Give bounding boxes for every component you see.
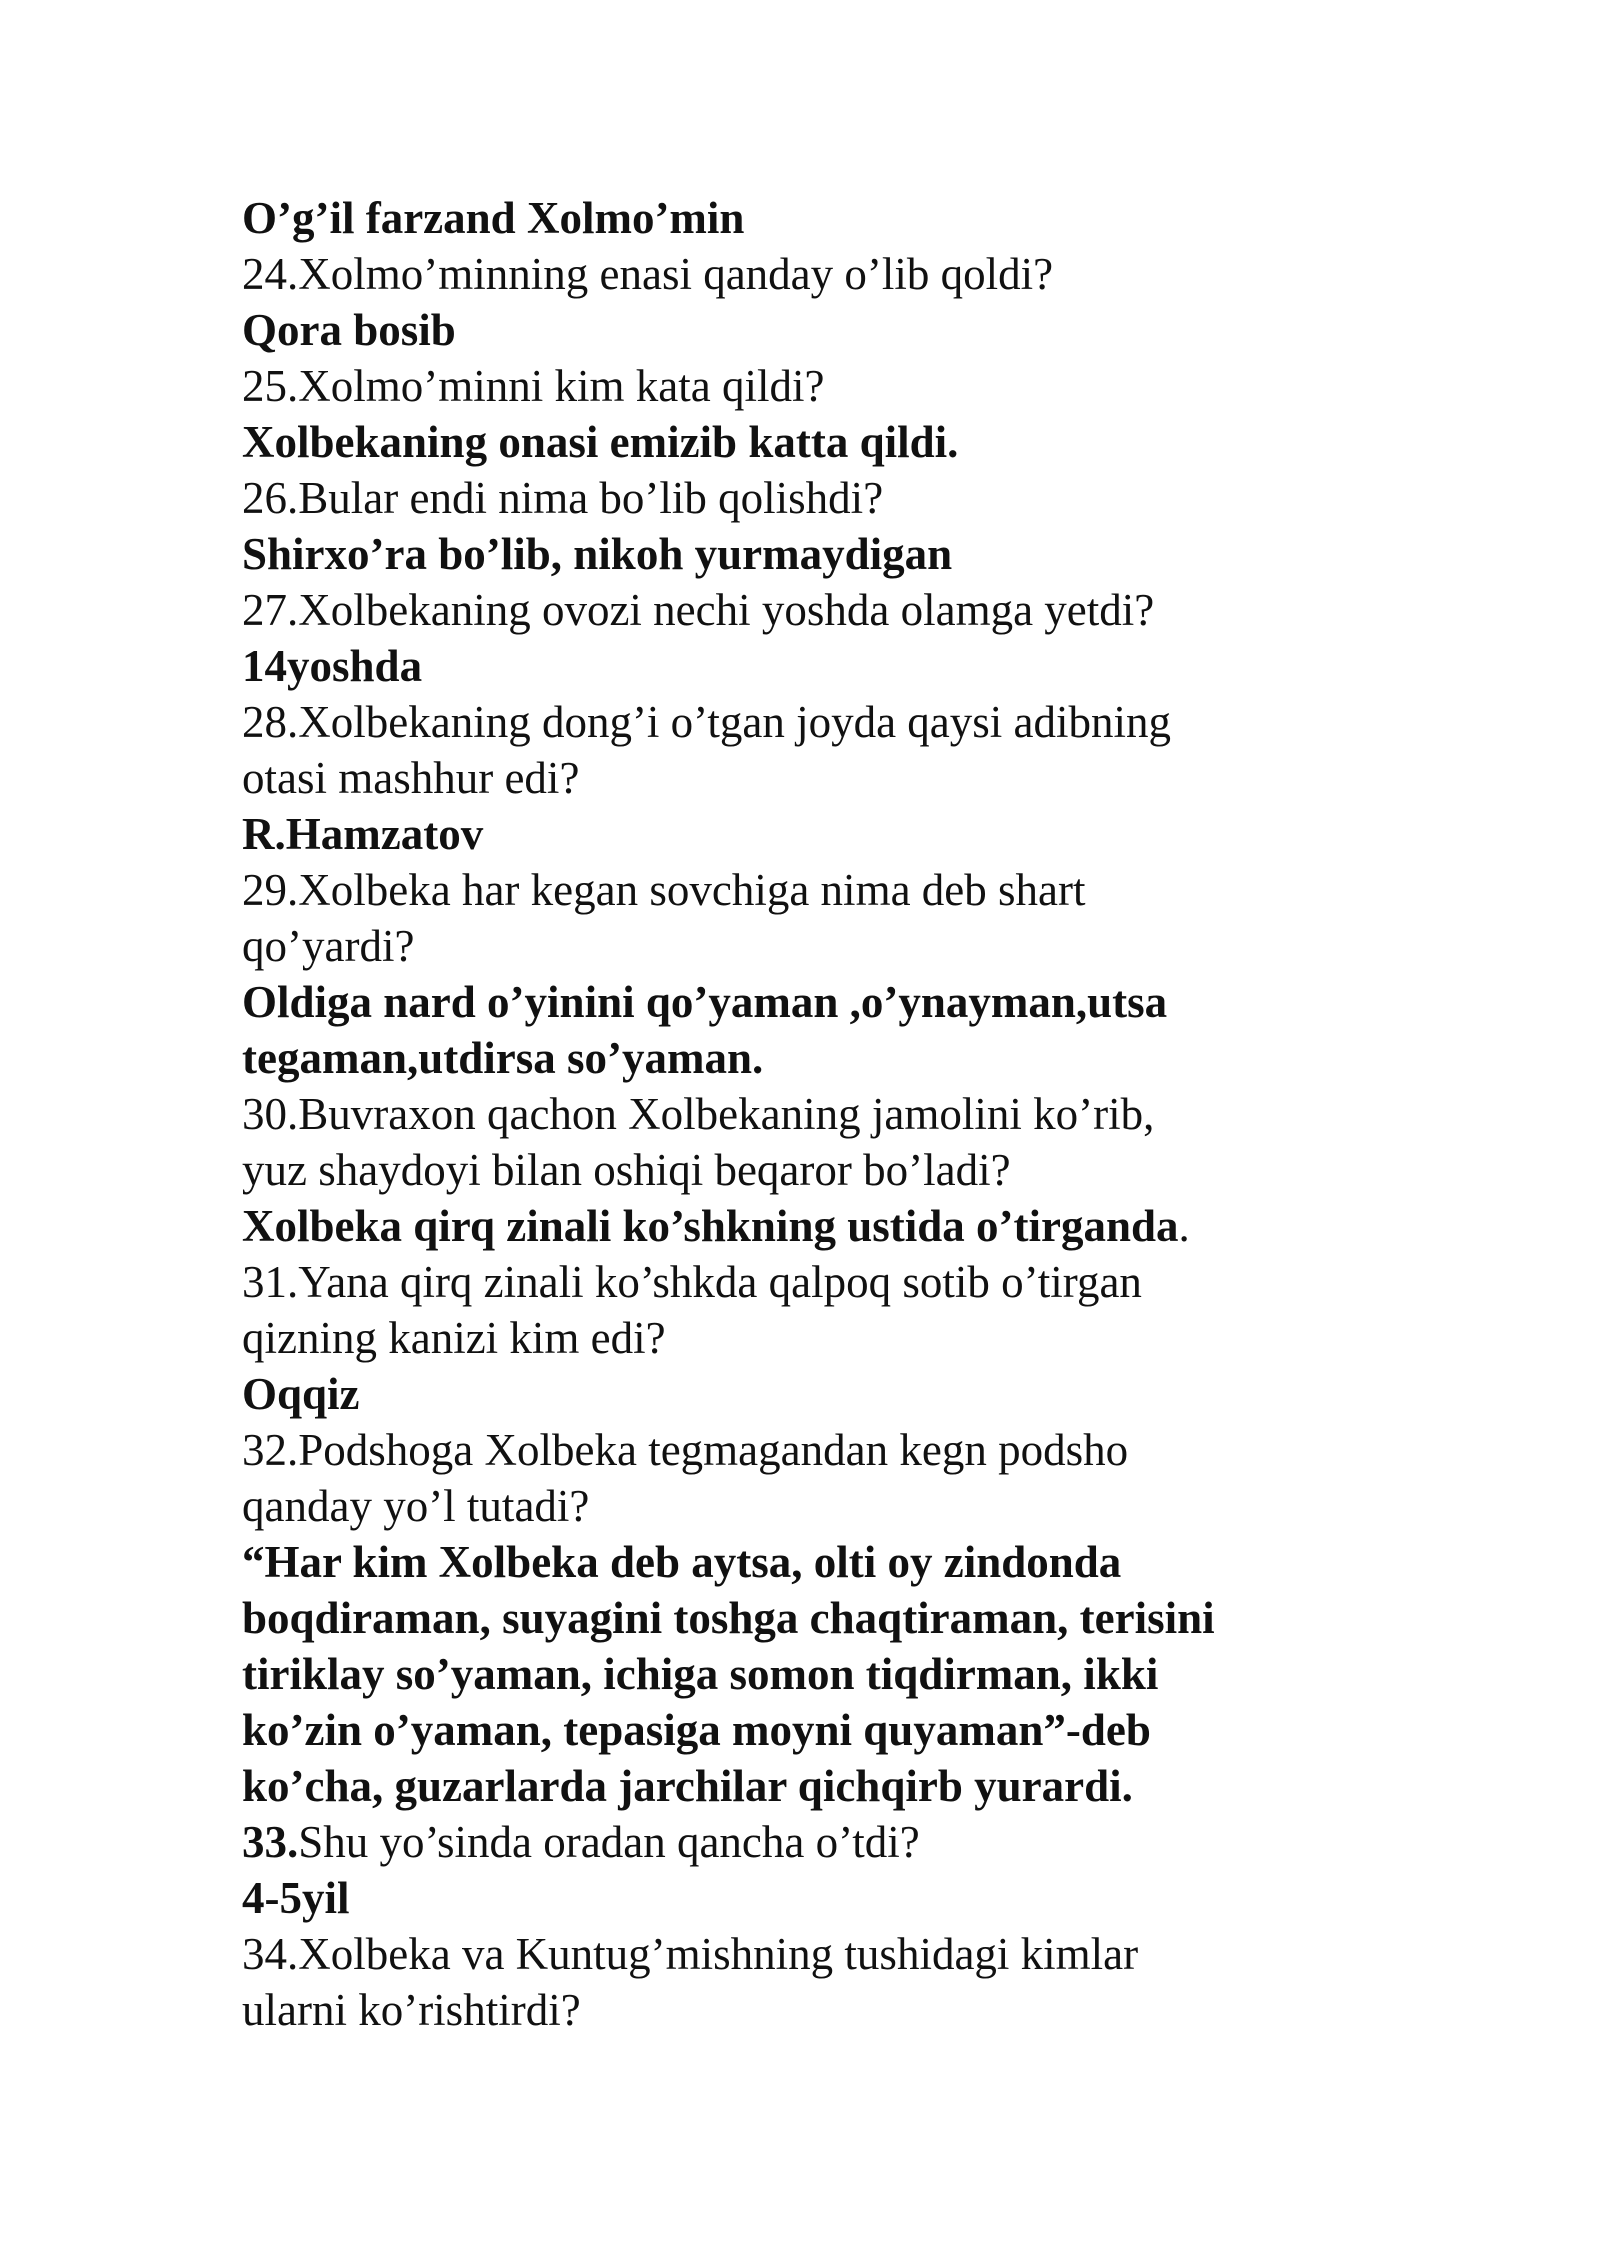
question-line: otasi mashhur edi?: [242, 753, 580, 803]
question-line: qanday yo’l tutadi?: [242, 1481, 590, 1531]
answer-line: 14yoshda: [242, 641, 423, 691]
question-line: 25.Xolmo’minni kim kata qildi?: [242, 361, 825, 411]
question-line: 32.Podshoga Xolbeka tegmagandan kegn podsho: [242, 1425, 1129, 1475]
answer-line: tiriklay so’yaman, ichiga somon tiqdirman, ikki: [242, 1649, 1159, 1699]
question-line: yuz shaydoyi bilan oshiqi beqaror bo’ladi?: [242, 1145, 1011, 1195]
question-line: qo’yardi?: [242, 921, 415, 971]
question-line: qizning kanizi kim edi?: [242, 1313, 666, 1363]
question-line: ularni ko’rishtirdi?: [242, 1985, 581, 2035]
question-line: 31.Yana qirq zinali ko’shkda qalpoq sotib o’tirgan: [242, 1257, 1142, 1307]
question-line: 34.Xolbeka va Kuntug’mishning tushidagi kimlar: [242, 1929, 1139, 1979]
question-line: 30.Buvraxon qachon Xolbekaning jamolini ko’rib,: [242, 1089, 1155, 1139]
answer-line: ko’cha, guzarlarda jarchilar qichqirb yurardi.: [242, 1761, 1133, 1811]
question-line: 29.Xolbeka har kegan sovchiga nima deb shart: [242, 865, 1086, 915]
answer-line: 4-5yil: [242, 1873, 350, 1923]
answer-line: Oqqiz: [242, 1369, 360, 1419]
answer-text: Xolbeka qirq zinali ko’shkning ustida o’tirganda: [242, 1201, 1179, 1251]
question-line: 27.Xolbekaning ovozi nechi yoshda olamga yetdi?: [242, 585, 1155, 635]
answer-tail: .: [1178, 1201, 1190, 1251]
answer-line: Qora bosib: [242, 305, 456, 355]
answer-line: “Har kim Xolbeka deb aytsa, olti oy zindonda: [242, 1537, 1122, 1587]
answer-line: [242, 1198, 1442, 1254]
question-line: 26.Bular endi nima bo’lib qolishdi?: [242, 473, 884, 523]
question-number: 33.: [242, 1817, 299, 1867]
document-page: [242, 190, 1442, 2038]
answer-line: O’g’il farzand Xolmo’min: [242, 193, 745, 243]
question-text: Shu yo’sinda oradan qancha o’tdi?: [298, 1817, 920, 1867]
answer-line: Xolbekaning onasi emizib katta qildi.: [242, 417, 959, 467]
question-line: 24.Xolmo’minning enasi qanday o’lib qoldi?: [242, 249, 1054, 299]
answer-line: Shirxo’ra bo’lib, nikoh yurmaydigan: [242, 529, 953, 579]
answer-line: R.Hamzatov: [242, 809, 484, 859]
answer-line: boqdiraman, suyagini toshga chaqtiraman, terisini: [242, 1593, 1215, 1643]
question-line: [242, 1814, 1442, 1870]
answer-line: tegaman,utdirsa so’yaman.: [242, 1033, 764, 1083]
answer-line: Oldiga nard o’yinini qo’yaman ,o’ynayman,utsa: [242, 977, 1168, 1027]
answer-line: ko’zin o’yaman, tepasiga moyni quyaman”-deb: [242, 1705, 1151, 1755]
question-line: 28.Xolbekaning dong’i o’tgan joyda qaysi adibning: [242, 697, 1172, 747]
